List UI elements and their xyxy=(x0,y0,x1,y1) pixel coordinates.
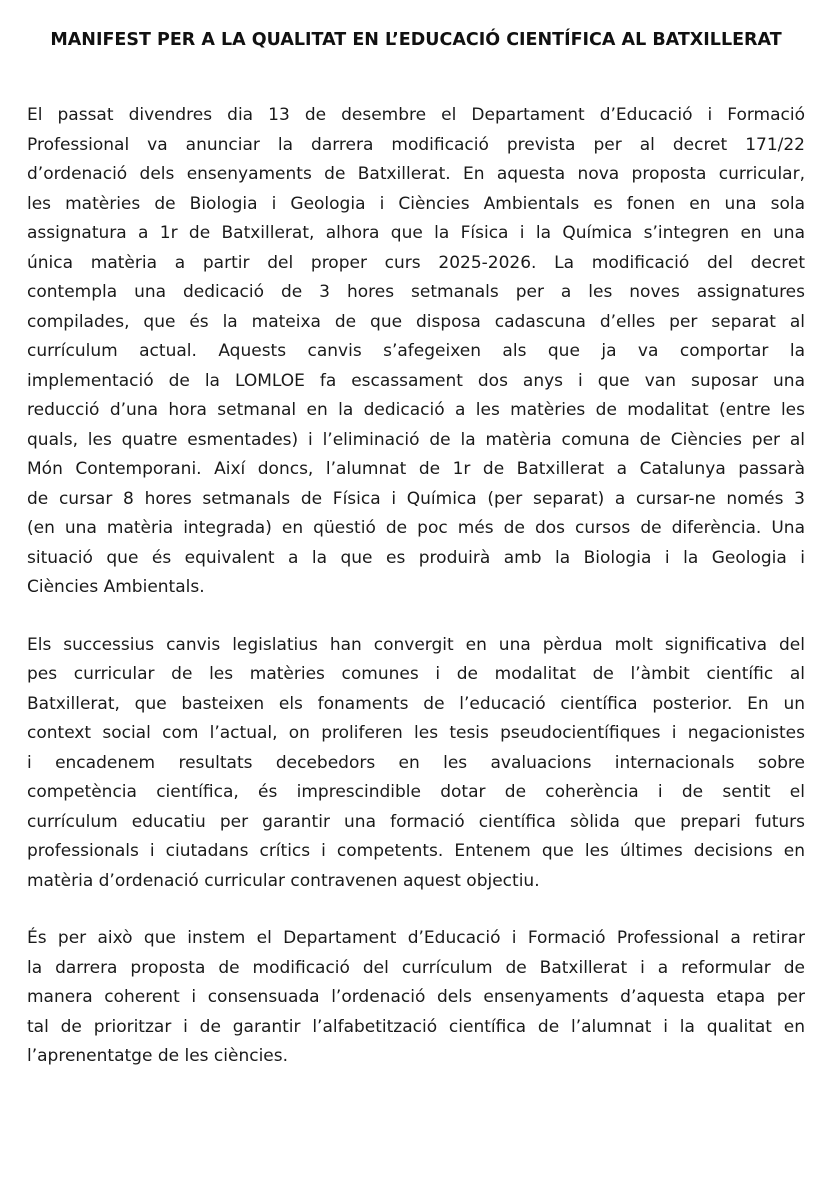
text-line: assignatura a 1r de Batxillerat, alhora que la Física i la Química s’integren en una xyxy=(27,223,805,243)
text-line: Professional va anunciar la darrera modificació prevista per al decret 171/22 xyxy=(27,134,805,155)
text-line: Món Contemporani. Així doncs, l’alumnat de 1r de Batxillerat a Catalunya passarà xyxy=(27,459,805,479)
paragraph-1 xyxy=(27,101,805,603)
paragraph-2 xyxy=(27,631,805,897)
text-line: tal de prioritzar i de garantir l’alfabetització científica de l’alumnat i la qualitat en xyxy=(27,1016,805,1037)
text-line: manera coherent i consensuada l’ordenació dels ensenyaments d’aquesta etapa per xyxy=(27,987,805,1007)
text-line: professionals i ciutadans crítics i competents. Entenem que les últimes decisions en xyxy=(27,841,805,861)
text-line: Els successius canvis legislatius han convergit en una pèrdua molt significativa del xyxy=(27,634,805,655)
text-line: la darrera proposta de modificació del currículum de Batxillerat i a reformular de xyxy=(27,957,805,978)
text-line: de cursar 8 hores setmanals de Física i Química (per separat) a cursar-ne només 3 xyxy=(27,488,805,509)
text-line: Ciències Ambientals. xyxy=(27,577,205,597)
text-line: compilades, que és la mateixa de que disposa cadascuna d’elles per separat al xyxy=(27,311,805,332)
text-line: Batxillerat, que basteixen els fonaments de l’educació científica posterior. En un xyxy=(27,693,805,714)
text-line: pes curricular de les matèries comunes i de modalitat de l’àmbit científic al xyxy=(27,664,805,684)
text-line: l’aprenentatge de les ciències. xyxy=(27,1046,289,1066)
text-line: El passat divendres dia 13 de desembre el Departament d’Educació i Formació xyxy=(27,105,805,125)
text-line: implementació de la LOMLOE fa escassament dos anys i que van suposar una xyxy=(27,370,805,391)
text-line: les matèries de Biologia i Geologia i Ciències Ambientals es fonen en una sola xyxy=(27,193,805,214)
text-line: currículum actual. Aquests canvis s’afegeixen als que ja va comportar la xyxy=(27,341,805,361)
text-line: currículum educatiu per garantir una formació científica sòlida que prepari futurs xyxy=(27,811,805,832)
text-line: única matèria a partir del proper curs 2025-2026. La modificació del decret xyxy=(27,252,805,273)
document-title: MANIFEST PER A LA QUALITAT EN L’EDUCACIÓ CIENTÍFICA AL BATXILLERAT xyxy=(50,30,782,50)
text-line: matèria d’ordenació curricular contravenen aquest objectiu. xyxy=(27,870,540,891)
text-line: contempla una dedicació de 3 hores setmanals per a les noves assignatures xyxy=(27,282,805,302)
text-line: competència científica, és imprescindible dotar de coherència i de sentit el xyxy=(27,782,805,802)
text-line: d’ordenació dels ensenyaments de Batxillerat. En aquesta nova proposta curricular, xyxy=(27,164,805,184)
text-line: (en una matèria integrada) en qüestió de poc més de dos cursos de diferència. Una xyxy=(27,518,805,538)
text-line: situació que és equivalent a la que es produirà amb la Biologia i la Geologia i xyxy=(27,547,805,568)
text-line: És per això que instem el Departament d’Educació i Formació Professional a retirar xyxy=(27,928,805,948)
text-line: reducció d’una hora setmanal en la dedicació a les matèries de modalitat (entre les xyxy=(27,400,805,420)
text-line: quals, les quatre esmentades) i l’eliminació de la matèria comuna de Ciències per al xyxy=(27,429,805,450)
paragraph-3 xyxy=(27,924,805,1072)
text-line: context social com l’actual, on proliferen les tesis pseudocientífiques i negacionistes xyxy=(27,723,805,743)
text-line: i encadenem resultats decebedors en les avaluacions internacionals sobre xyxy=(27,752,805,773)
